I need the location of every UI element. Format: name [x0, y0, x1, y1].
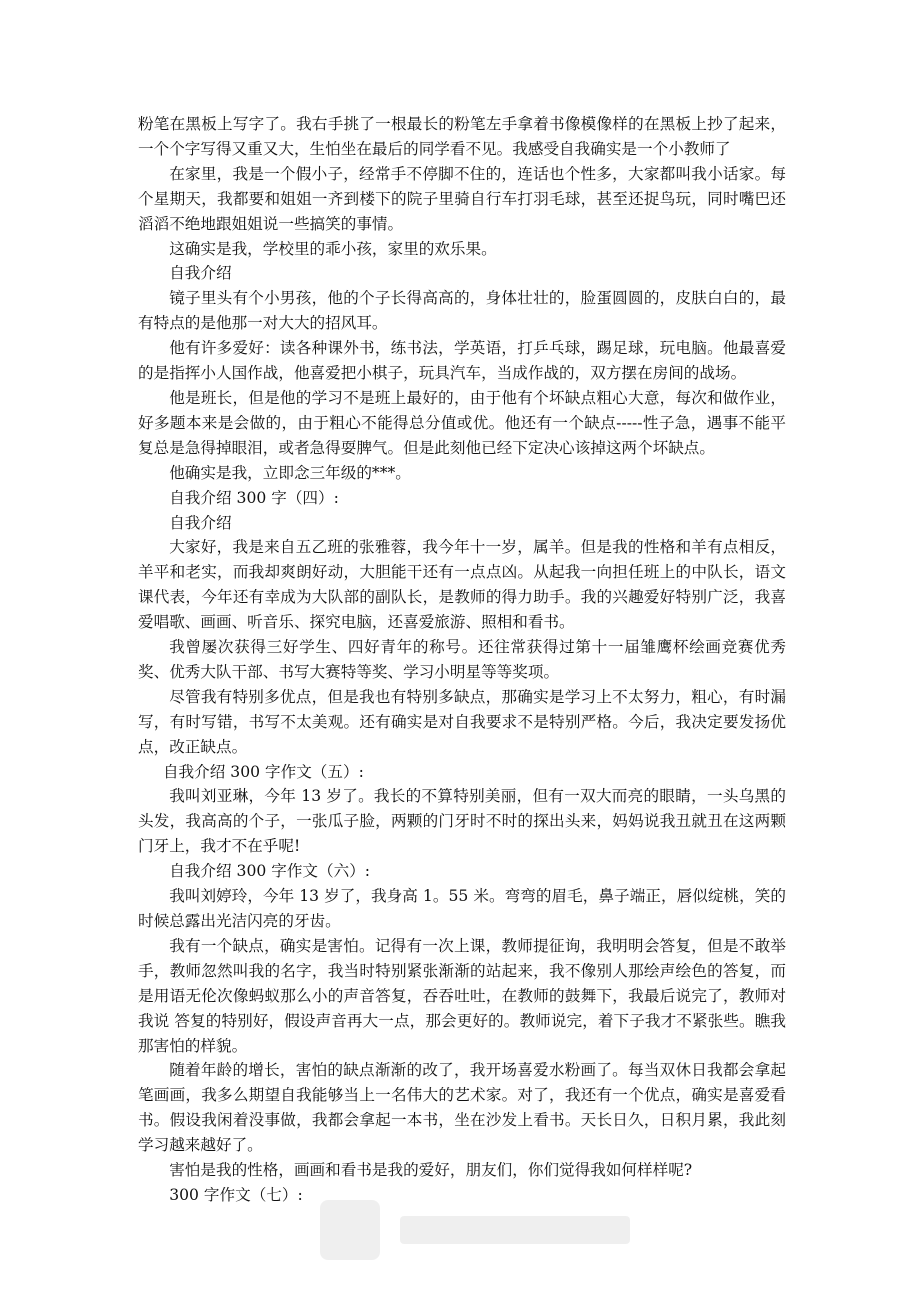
paragraph: 我有一个缺点，确实是害怕。记得有一次上课，教师提征询，我明明会答复，但是不敢举手，教师忽然叫我的名字，我当时特别紧张渐渐的站起来，我不像别人那绘声绘色的答复，而是用语无伦次像蚂蚁那么小的声音答复，吞吞吐吐，在教师的鼓舞下，我最后说完了，教师对我说 答复的特别好，假设声音再大一点，那会更好的。教师说完，着下子我才不紧张些。瞧我那害怕的样貌。	[138, 936, 786, 1055]
section-heading: 自我介绍 300 字作文（五）:	[162, 762, 364, 781]
paragraph: 这确实是我，学校里的乖小孩，家里的欢乐果。	[169, 239, 497, 258]
section-heading: 自我介绍	[169, 264, 232, 283]
document-body	[138, 112, 786, 1208]
paragraph: 害怕是我的性格，画画和看书是我的爱好，朋友们，你们觉得我如何样样呢?	[169, 1161, 693, 1180]
section-heading: 自我介绍 300 字作文（六）:	[169, 862, 371, 881]
paragraph: 我曾屡次获得三好学生、四好青年的称号。还往常获得过第十一届雏鹰杯绘画竞赛优秀奖、优秀大队干部、书写大赛特等奖、学习小明星等等奖项。	[138, 638, 786, 681]
section-heading: 300 字作文（七）:	[169, 1185, 303, 1204]
paragraph: 镜子里头有个小男孩，他的个子长得高高的，身体壮壮的，脸蛋圆圆的，皮肤白白的，最有特点的是他那一对大大的招风耳。	[138, 289, 786, 333]
paragraph: 粉笔在黑板上写字了。我右手挑了一根最长的粉笔左手拿着书像模像样的在黑板上抄了起来，一个个字写得又重又大，生怕坐在最后的同学看不见。我感受自我确实是一个小教师了	[138, 115, 786, 158]
paragraph: 随着年龄的增长，害怕的缺点渐渐的改了，我开场喜爱水粉画了。每当双休日我都会拿起笔画画，我多么期望自我能够当上一名伟大的艺术家。对了，我还有一个优点，确实是喜爱看书。假设我闲着没事做，我都会拿起一本书，坐在沙发上看书。天长日久，日积月累，我此刻学习越来越好了。	[138, 1061, 786, 1155]
section-heading: 自我介绍 300 字（四）:	[169, 488, 339, 507]
paragraph: 他确实是我，立即念三年级的***。	[169, 463, 411, 482]
paragraph: 尽管我有特别多优点，但是我也有特别多缺点，那确实是学习上不太努力，粗心，有时漏写，有时写错，书写不太美观。还有确实是对自我要求不是特别严格。今后，我决定要发扬优点，改正缺点。	[138, 687, 786, 756]
paragraph: 大家好，我是来自五乙班的张雅蓉，我今年十一岁，属羊。但是我的性格和羊有点相反，羊平和老实，而我却爽朗好动，大胆能干还有一点点凶。从起我一向担任班上的中队长，语文课代表，今年还有幸成为大队部的副队长，是教师的得力助手。我的兴趣爱好特别广泛，我喜爱唱歌、画画、听音乐、探究电脑，还喜爱旅游、照相和看书。	[138, 538, 786, 632]
section-heading: 自我介绍	[169, 513, 232, 532]
paragraph: 他有许多爱好：读各种课外书，练书法，学英语，打乒乓球，踢足球，玩电脑。他最喜爱的是指挥小人国作战，他喜爱把小棋子，玩具汽车，当成作战的，双方摆在房间的战场。	[138, 339, 786, 383]
paragraph: 在家里，我是一个假小子，经常手不停脚不住的，连话也个性多，大家都叫我小话家。每个星期天，我都要和姐姐一齐到楼下的院子里骑自行车打羽毛球，甚至还捉鸟玩，同时嘴巴还滔滔不绝地跟姐姐说一些搞笑的事情。	[138, 164, 786, 233]
paragraph: 我叫刘亚琳，今年 13 岁了。我长的不算特别美丽，但有一双大而亮的眼睛，一头乌黑的头发，我高高的个子，一张瓜子脸，两颗的门牙时不时的探出头来，妈妈说我丑就丑在这两颗门牙上，我才不在乎呢!	[138, 787, 786, 856]
paragraph: 我叫刘婷玲，今年 13 岁了，我身高 1。55 米。弯弯的眉毛，鼻子端正，唇似绽桃，笑的时候总露出光洁闪亮的牙齿。	[138, 887, 786, 930]
paragraph: 他是班长，但是他的学习不是班上最好的，由于他有个坏缺点粗心大意，每次和做作业，好多题本来是会做的，由于粗心不能得总分值或优。他还有一个缺点-----性子急，遇事不能平复总是急得掉眼泪，或者急得耍脾气。但是此刻他已经下定决心该掉这两个坏缺点。	[138, 388, 786, 457]
